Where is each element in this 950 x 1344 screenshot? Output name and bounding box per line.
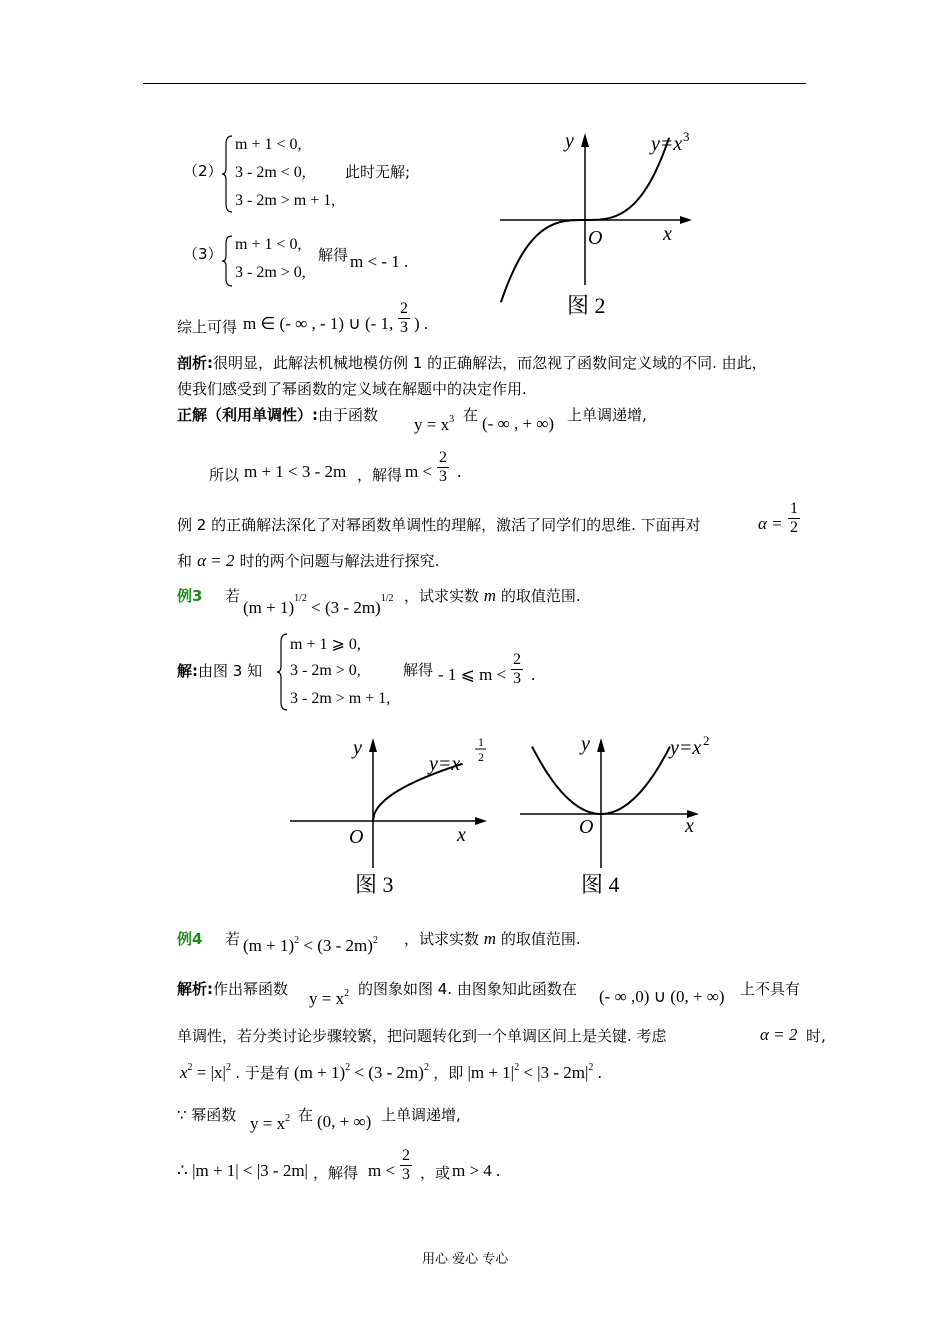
case3-label: （3）	[183, 245, 223, 263]
analysis4-line4-c: 上单调递增,	[381, 1106, 461, 1124]
analysis4-line1	[177, 978, 288, 999]
solution3-brace	[277, 632, 289, 712]
transition-alpha2: α = 2	[197, 551, 235, 570]
summary-suffix: ) .	[414, 314, 429, 333]
transition-alpha1: α =	[758, 514, 783, 533]
example3-lt: <	[311, 598, 321, 617]
fig4-origin: O	[579, 816, 594, 838]
solution3-label: 解:	[177, 662, 198, 680]
correct-func	[414, 414, 454, 435]
analysis-label: 剖析:	[177, 354, 213, 372]
figure-4	[515, 728, 715, 898]
solution3-text: 由图 3 知	[198, 662, 263, 680]
fig4-caption: 图 4	[581, 872, 620, 897]
correct-text1: 由于函数	[318, 406, 379, 424]
solution3-frac-num: 2	[513, 651, 521, 668]
case3-line1: m + 1 < 0,	[235, 236, 302, 253]
correct-text2: 在	[463, 406, 479, 424]
fig3-x-arrow	[475, 817, 487, 825]
fig3-x-label: x	[457, 824, 466, 846]
case3-result: m < - 1 .	[350, 252, 409, 271]
analysis4-line5-b: ，解得	[313, 1164, 359, 1182]
example4-var: m	[483, 929, 497, 948]
correct-line2-prefix: 所以	[209, 466, 240, 484]
analysis4-fraction	[400, 1147, 412, 1184]
fig2-origin: O	[588, 227, 603, 249]
summary-prefix: 综上可得	[177, 318, 238, 336]
analysis4-label: 解析:	[177, 980, 213, 998]
transition-alpha1-num: 1	[790, 500, 798, 517]
analysis4-abs-right: < |3 - 2m|	[523, 1063, 589, 1082]
analysis4-abs-left-exp: 2	[514, 1062, 520, 1073]
analysis4-line4-interval: (0, + ∞)	[317, 1112, 372, 1131]
analysis4-abs-left: |m + 1|	[467, 1063, 515, 1082]
correct-func-exp: 3	[449, 414, 455, 425]
analysis4-absx2: = |x|	[196, 1063, 226, 1082]
figure-3	[285, 728, 505, 898]
analysis4-func-text: y = x	[309, 989, 345, 1008]
correct-func-text: y = x	[414, 415, 450, 434]
solution3-end: .	[531, 665, 536, 684]
fig3-origin: O	[349, 826, 364, 848]
analysis4-line4-a: ∵ 幂函数	[177, 1106, 237, 1124]
example3-exp-right: 1/2	[380, 593, 394, 604]
solution3-result: - 1 ⩽ m <	[438, 665, 507, 684]
example3-expr	[243, 593, 394, 618]
analysis4-ineq-right: < (3 - 2m)	[354, 1063, 424, 1082]
analysis4-ie: ，即	[433, 1064, 464, 1082]
correct-text3: 上单调递增,	[567, 406, 647, 424]
correct-line2-expr: m + 1 < 3 - 2m	[244, 462, 347, 481]
analysis4-absx2-exp: 2	[225, 1062, 231, 1073]
case2-line3: 3 - 2m > m + 1,	[235, 192, 336, 209]
fig2-func-label: y=x	[651, 133, 683, 155]
case3-brace	[222, 234, 234, 288]
analysis4-line4-func	[250, 1113, 290, 1134]
analysis4-line5-a: ∴ |m + 1| < |3 - 2m|	[177, 1161, 308, 1180]
correct-line1	[177, 404, 378, 425]
example3-text2	[404, 585, 581, 606]
transition-line2-prefix: 和	[177, 552, 193, 570]
fig4-func-label: y=x	[670, 737, 702, 759]
solution3-lead	[177, 660, 262, 681]
case3-line2: 3 - 2m > 0,	[235, 264, 306, 281]
analysis4-text1: 作出幂函数	[213, 980, 289, 998]
correct-line2-mid: ，解得	[357, 466, 403, 484]
analysis4-frac-num: 2	[402, 1147, 410, 1164]
correct-label: 正解（利用单调性）:	[177, 406, 318, 424]
example4-text2-a: ，试求实数	[404, 930, 480, 948]
analysis4-x2: x	[180, 1063, 188, 1082]
analysis4-ineq-left-exp: 2	[345, 1062, 351, 1073]
transition-alpha1-fraction	[788, 500, 800, 537]
example3-text1: 若	[225, 587, 241, 605]
analysis4-func	[309, 988, 349, 1009]
example4-text3: 的取值范围.	[500, 930, 581, 948]
analysis4-line5-c: m <	[368, 1161, 396, 1180]
example3-text2-a: ，试求实数	[404, 587, 480, 605]
correct-fraction	[437, 449, 449, 486]
solution3-fraction	[511, 651, 523, 688]
example4-text2	[404, 928, 581, 949]
transition-line1: 例 2 的正确解法深化了对幂函数单调性的理解，激活了同学们的思维. 下面再对	[177, 516, 701, 534]
fig4-y-label: y	[581, 733, 590, 755]
fig4-y-arrow	[597, 738, 605, 752]
solution3-line1: m + 1 ⩾ 0,	[290, 636, 361, 653]
analysis4-line2: 单调性，若分类讨论步骤较繁，把问题转化到一个单调区间上是关键. 考虑	[177, 1027, 667, 1045]
example4-expr-left: (m + 1)	[243, 936, 295, 955]
fig3-exp-num: 1	[478, 735, 484, 749]
figure-2	[495, 125, 715, 325]
case2-line1: m + 1 < 0,	[235, 136, 302, 153]
analysis4-frac-den: 3	[402, 1166, 410, 1183]
fig3-y-label: y	[353, 737, 362, 759]
summary-frac-den: 3	[400, 319, 408, 336]
analysis4-text3: 上不具有	[740, 980, 801, 998]
case3-note: 解得	[318, 246, 349, 264]
analysis4-alpha: α = 2	[760, 1025, 798, 1044]
fig3-y-arrow	[369, 738, 377, 752]
analysis4-text2: 的图象如图 4. 由图象知此函数在	[358, 980, 577, 998]
case2-line2: 3 - 2m < 0,	[235, 164, 306, 181]
correct-line2-end: .	[457, 462, 462, 481]
solution3-frac-den: 3	[513, 670, 521, 687]
case2-label: （2）	[183, 162, 223, 180]
fig2-y-label: y	[565, 130, 574, 152]
example4-exp1: 2	[294, 935, 300, 946]
analysis4-line5-d: ，或	[420, 1164, 451, 1182]
case2-brace	[222, 134, 234, 214]
analysis4-thus: . 于是有	[235, 1064, 290, 1082]
summary-expr: m ∈ (- ∞ , - 1) ∪ (- 1,	[243, 314, 394, 333]
analysis4-interval: (- ∞ ,0) ∪ (0, + ∞)	[599, 987, 725, 1006]
analysis-text1: 很明显，此解法机械地模仿例 1 的正确解法，而忽视了函数间定义域的不同. 由此，	[213, 354, 767, 372]
analysis4-ineq-left: (m + 1)	[294, 1063, 346, 1082]
analysis4-func-exp: 2	[344, 988, 350, 999]
correct-frac-num: 2	[439, 449, 447, 466]
fig4-func-exp: 2	[703, 733, 710, 748]
fig2-y-arrow	[581, 133, 589, 147]
fig2-x-arrow	[680, 216, 692, 224]
fig2-func-exp: 3	[683, 129, 690, 144]
example3-text3: 的取值范围.	[500, 587, 581, 605]
fig4-x-label: x	[685, 815, 694, 837]
fig2-x-label: x	[663, 223, 672, 245]
analysis-line2: 使我们感受到了幂函数的定义域在解题中的决定作用.	[177, 380, 527, 398]
example4-exp2: 2	[372, 935, 378, 946]
solution3-line3: 3 - 2m > m + 1,	[290, 690, 391, 707]
solution3-note: 解得	[403, 661, 434, 679]
analysis4-line3	[180, 1062, 602, 1083]
example3-label: 例3	[177, 587, 203, 605]
example3-exp-left: 1/2	[294, 593, 307, 604]
fig3-exp-den: 2	[478, 750, 484, 764]
footer-text: 用心 爱心 专心	[422, 1252, 509, 1267]
fig2-caption: 图 2	[567, 293, 606, 318]
analysis4-line4-func-text: y = x	[250, 1114, 286, 1133]
analysis4-abs-right-exp: 2	[588, 1062, 594, 1073]
analysis-line1	[177, 352, 767, 373]
analysis4-x2-exp: 2	[187, 1062, 193, 1073]
example3-var: m	[483, 586, 497, 605]
summary-frac-num: 2	[400, 300, 408, 317]
analysis4-line4-func-exp: 2	[285, 1113, 291, 1124]
correct-frac-den: 3	[439, 468, 447, 485]
header-rule	[143, 83, 806, 84]
correct-line2-res: m <	[405, 462, 433, 481]
correct-interval: (- ∞ , + ∞)	[482, 414, 555, 433]
analysis4-line2-end: 时,	[806, 1027, 826, 1045]
analysis4-line5-e: m > 4 .	[452, 1161, 501, 1180]
fig3-caption: 图 3	[355, 872, 394, 897]
fig3-func-label: y=x	[429, 753, 461, 775]
transition-alpha1-den: 2	[790, 519, 798, 536]
example3-expr-left: (m + 1)	[243, 598, 295, 617]
solution3-line2: 3 - 2m > 0,	[290, 662, 361, 679]
analysis4-ineq-right-exp: 2	[423, 1062, 429, 1073]
example4-text1: 若	[225, 930, 241, 948]
example4-label: 例4	[177, 930, 203, 948]
case2-note: 此时无解;	[345, 163, 411, 181]
example4-expr	[243, 935, 378, 956]
transition-line2-suffix: 时的两个问题与解法进行探究.	[239, 552, 440, 570]
transition-line2	[177, 550, 439, 571]
summary-fraction	[398, 300, 410, 337]
example3-expr-right: (3 - 2m)	[325, 598, 381, 617]
analysis4-line3-end: .	[597, 1063, 602, 1082]
analysis4-line4-b: 在	[298, 1106, 314, 1124]
example4-lt: < (3 - 2m)	[303, 936, 373, 955]
